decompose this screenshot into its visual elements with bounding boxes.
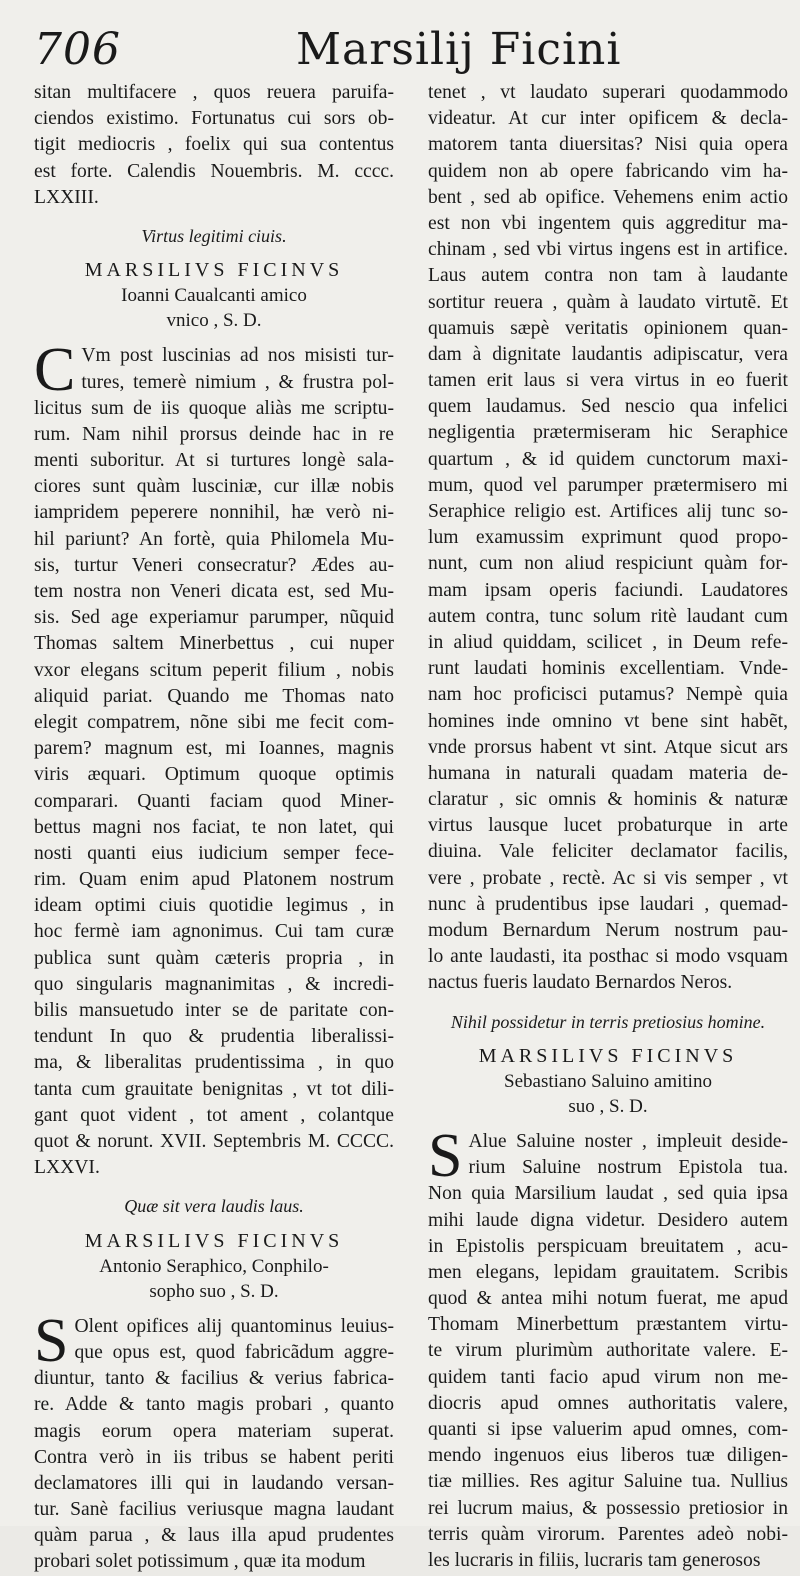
text-line: claratur , sic omnis & hominis & naturæ — [428, 789, 788, 811]
text-line: mum, quod vel parumper prætermisero mi — [428, 474, 788, 496]
text-line: tendunt In quo & prudentia liberalissi- — [34, 1026, 394, 1048]
text-line: autem contra, tunc solum ritè laudant cum — [428, 605, 788, 627]
text-line: in Epistolis perspicuam breuitatem , acu- — [428, 1235, 788, 1257]
text-line: ma, & liberalitas prudentissima , in quo — [34, 1052, 394, 1074]
text-line: Thomam Minerbettum præstantem virtu- — [428, 1314, 788, 1336]
text-line: diuntur, tanto & facilius & verius fabrica- — [34, 1368, 394, 1390]
left-column — [34, 80, 394, 1576]
text-line: vnde prorsus habent vt sint. Atque sicut ars — [428, 736, 788, 758]
drop-cap: S — [34, 1306, 69, 1375]
text-line: est forte. Calendis Nouembris. M. cccc. — [34, 160, 394, 182]
text-line: aliquid pariat. Quando me Thomas nato — [34, 685, 394, 707]
text-line: lum examussim exprimunt quod propo- — [428, 527, 788, 549]
text-line: quo singularis magnanimitas , & incredi- — [34, 973, 394, 995]
letter-motto: Nihil possidetur in terris pretiosius homine. — [450, 1011, 766, 1032]
text-line: LXXIII. — [34, 186, 99, 208]
text-line: Non quia Marsilium laudat , sed quia ipsa — [428, 1183, 788, 1205]
text-line: nosti quanti eius iudicium semper fece- — [34, 842, 394, 864]
text-line: Alue Saluine noster , impleuit deside- — [468, 1130, 788, 1152]
letter-motto: Virtus legitimi ciuis. — [141, 225, 287, 246]
text-line: comparari. Quanti faciam quod Miner- — [34, 790, 394, 812]
text-line: Olent opifices alij quantominus leuius- — [74, 1315, 394, 1337]
text-line: humana in naturali quadam materia de- — [428, 762, 788, 784]
spacer — [34, 333, 394, 343]
spacer — [34, 1304, 394, 1314]
letter-author: MARSILIVS FICINVS — [478, 1044, 738, 1067]
text-line: bilis mansuetudo inter se de paritate con- — [34, 1000, 394, 1022]
text-line: est non vbi ingentem quis aggreditur ma- — [428, 212, 788, 234]
text-line: Thomas saltem Minerbettus , cui nuper — [34, 633, 394, 655]
text-line: quàm parua , & laus illa apud prudentes — [34, 1525, 394, 1547]
text-line: sortitur reuera , quàm à laudato virtutẽ. Et — [428, 291, 788, 313]
text-line: quidem tanti facio apud virum non me- — [428, 1366, 788, 1388]
text-line: tem nostra non Veneri dicata est, sed Mu- — [34, 581, 394, 603]
text-line: quartum , & id quidem cunctorum maxi- — [428, 448, 788, 470]
letter-body — [34, 1306, 394, 1576]
text-line: modum Bernardum Nerum nostrum pau- — [428, 920, 788, 941]
text-line: diocris apud omnes authoritatis valere, — [428, 1392, 788, 1414]
text-line: videatur. At cur inter opificem & decla- — [428, 108, 788, 130]
text-line: ciores sunt quàm lusciniæ, cur illæ nobis — [34, 476, 394, 498]
text-line: gant quot vident , tot ament , colantque — [34, 1104, 394, 1126]
text-line: magis eorum opera materiam superat. — [34, 1420, 394, 1442]
drop-cap: S — [428, 1121, 463, 1190]
text-line: vxor elegans scitum peperit filium , nobis — [34, 659, 394, 681]
letter-2 — [34, 1193, 394, 1575]
text-line: nunc à prudentibus ipse laudari , quemad- — [428, 893, 788, 915]
letter-3 — [428, 1009, 788, 1575]
text-line: Vm post luscinias ad nos misisti tur- — [81, 345, 394, 367]
letter-body — [34, 336, 394, 1181]
text-line: te virum plurimùm authoritate valere. E- — [428, 1340, 788, 1362]
text-line: menti suboritur. At si turtures longè sala- — [34, 450, 394, 472]
text-line: dam à dignitate laudantis adipiscatur, vera — [428, 343, 788, 365]
text-line: nam hoc proficisci putamus? Nempè quia — [428, 684, 788, 706]
text-line: rim. Quam enim apud Platonem nostrum — [34, 869, 394, 891]
text-line: les lucraris in filiis, lucraris tam generosos — [428, 1549, 761, 1571]
text-line: elegit compatrem, nõne sibi me fecit com- — [34, 711, 394, 733]
page-header — [28, 18, 788, 78]
text-line: licitus sum de iis quoque aliàs me scriptu- — [34, 397, 394, 419]
page-number: 706 — [34, 24, 121, 75]
text-line: hil pariunt? An fortè, quia Philomela Mu- — [34, 528, 394, 550]
text-line: sis, turtur Veneri consecratur? Ædes au- — [34, 554, 394, 576]
text-line: sis. Sed age experiamur parumper, nũquid — [34, 607, 394, 629]
text-line: re. Adde & tanto magis probari , quanto — [34, 1394, 394, 1416]
text-line: virtus lausque lucet probaturque in arte — [428, 815, 788, 837]
drop-cap: C — [34, 336, 76, 405]
text-line: Contra verò in iis tribus se habent periti — [34, 1446, 394, 1468]
text-line: LXXVI. — [34, 1157, 100, 1179]
text-line: mendo ingenuos eius liberos tuæ diligen- — [428, 1445, 788, 1467]
letter-body — [428, 1121, 788, 1574]
text-line: tigit mediocris , foelix qui sua contentus — [34, 134, 394, 156]
text-line: men elegans, lepidam grauitatem. Scribis — [428, 1261, 788, 1283]
letter-1 — [34, 223, 394, 1181]
letter-addressee: Antonio Seraphico, Conphilo- — [99, 1255, 329, 1277]
letter-author: MARSILIVS FICINVS — [84, 259, 344, 282]
letter-addressee: vnico , S. D. — [166, 310, 262, 332]
text-line: tenet , vt laudato superari quodammodo — [428, 82, 788, 103]
text-line: sitan multifacere , quos reuera paruifa- — [34, 82, 394, 103]
text-line: lo ante laudasti, ita posthac si modo vsquam — [428, 946, 788, 968]
letter-addressee: Ioanni Caualcanti amico — [121, 285, 307, 307]
text-line: Seraphice religio est. Artifices alij tunc so- — [428, 501, 788, 522]
letter-addressee: suo , S. D. — [568, 1095, 648, 1117]
letter-motto: Quæ sit vera laudis laus. — [124, 1196, 304, 1217]
text-line: tamen erit laus si vera virtus in eo fuerit — [428, 370, 788, 392]
running-title: Marsilij Ficini — [296, 24, 622, 75]
text-line: tiæ millies. Res agitur Saluine tua. Nullius — [428, 1471, 788, 1493]
text-line: publica sunt quàm cæteris propria , in — [34, 947, 394, 969]
text-line: rei lucrum maius, & possessio pretiosior in — [428, 1497, 788, 1519]
text-line: negligentia prætermiseram hic Seraphice — [428, 422, 788, 444]
text-line: rum. Nam nihil prorsus deinde hac in re — [34, 423, 394, 445]
text-line: tanta cum grauitate benignitas , vt tot dili- — [34, 1078, 394, 1100]
letter-addressee: sopho suo , S. D. — [149, 1280, 279, 1302]
text-line: runt laudati hominis excellentiam. Vnde- — [428, 658, 788, 680]
text-line: quanti si ipse valuerim apud omnes, com- — [428, 1419, 788, 1441]
text-line: tures, temerè nimium , & frustra pol- — [81, 371, 394, 393]
text-line: ciendos existimo. Fortunatus cui sors ob- — [34, 108, 394, 130]
text-line: probari solet potissimum , quæ ita modum — [34, 1551, 366, 1573]
text-line: rium Saluine nostrum Epistola tua. — [468, 1157, 788, 1179]
text-line: hoc fermè iam agnonimus. Cui tam curæ — [34, 921, 394, 943]
text-line: Laus autem contra non tam à laudante — [428, 265, 788, 287]
text-line: ideam optimi ciuis quotidie legimus , in — [34, 895, 394, 917]
text-line: que opus est, quod fabricãdum aggre- — [74, 1341, 394, 1363]
text-line: mihi laude digna videtur. Desidero autem — [428, 1209, 788, 1231]
text-line: viris æquari. Optimum quoque optimis — [34, 764, 394, 786]
text-line: iampridem peperere nonnihil, hæ verò ni- — [34, 502, 394, 524]
text-line: parem? magnum est, mi Ioannes, magnis — [34, 738, 394, 760]
letter-author: MARSILIVS FICINVS — [84, 1229, 344, 1252]
text-line: quod & antea mihi notum fuerat, me apud — [428, 1288, 788, 1310]
text-line: quamuis sæpè veritatis opinionem quan- — [428, 317, 788, 339]
text-line: matorem tanta diuersitas? Nisi quia opera — [428, 134, 788, 156]
text-line: nactus fueris laudato Bernardos Neros. — [428, 972, 733, 994]
text-line: vere , probate , rectè. Ac si vis semper , vt — [428, 867, 788, 889]
text-line: quem laudamus. Sed nescio qua infelici — [428, 396, 788, 418]
text-line: mam ipsam operis faciundi. Laudatores — [428, 579, 788, 601]
text-line: declamatores illi qui in laudando versan- — [34, 1472, 394, 1494]
right-column — [428, 80, 788, 1574]
text-line: terris quàm virorum. Parentes adeò nobi- — [428, 1523, 788, 1545]
spacer — [428, 1119, 788, 1129]
text-line: tur. Sanè facilius veriusque magna laudant — [34, 1499, 394, 1521]
text-line: in aliud quiddam, scilicet , in Deum refe- — [428, 631, 788, 653]
text-line: quot & norunt. XVII. Septembris M. CCCC. — [34, 1130, 394, 1152]
text-line: quidem non ab opere fabricando vim ha- — [428, 160, 788, 182]
text-line: diuina. Vale feliciter declamator facilis, — [428, 841, 788, 863]
text-line: nunt, cum non aliud respiciunt quàm for- — [428, 553, 788, 575]
letter-addressee: Sebastiano Saluino amitino — [504, 1070, 712, 1092]
text-line: bent , sed ab opifice. Vehemens enim actio — [428, 186, 788, 208]
text-line: bettus magni nos faciat, te non latet, qui — [34, 816, 394, 838]
text-line: homines inde omnino vt bene sint habẽt, — [428, 710, 788, 732]
text-line: chinam , sed vbi virtus ingens est in artifice. — [428, 239, 788, 261]
